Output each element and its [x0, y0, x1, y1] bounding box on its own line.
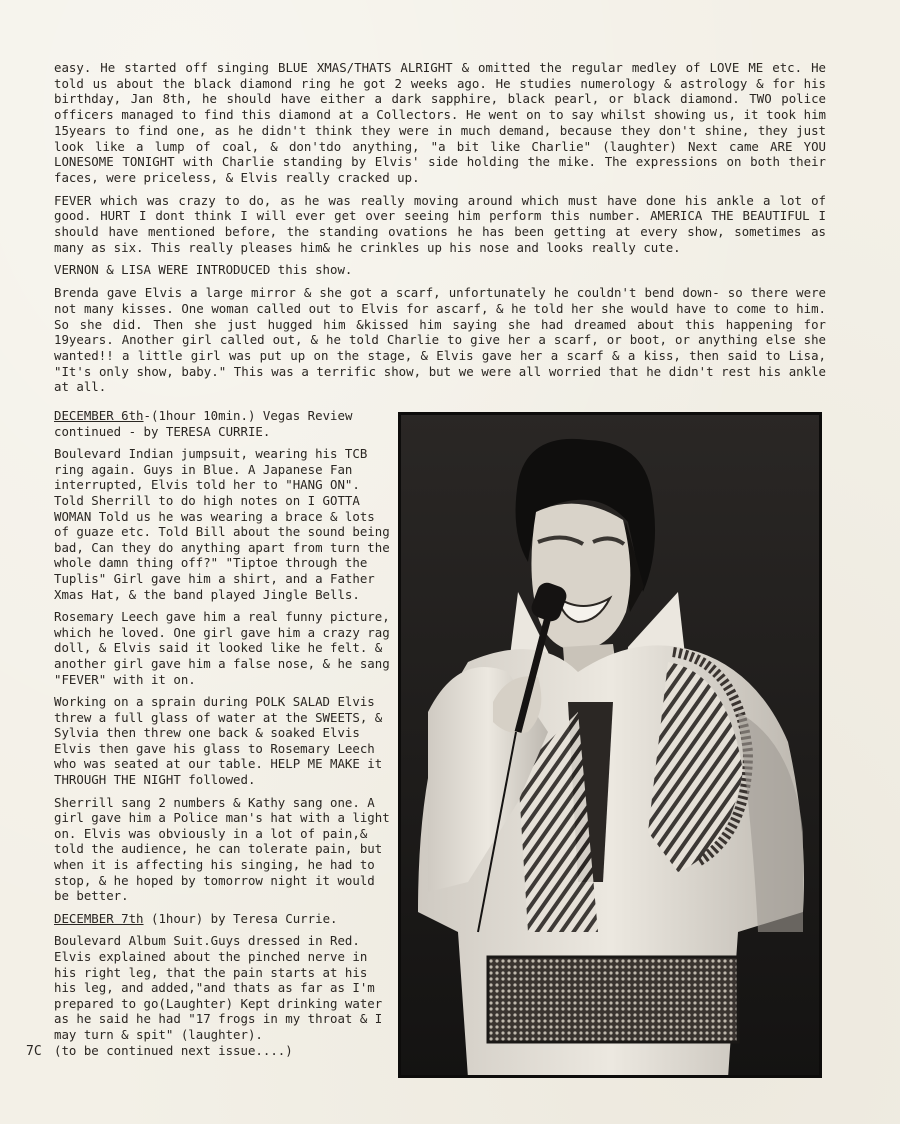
paragraph: FEVER which was crazy to do, as he was really moving around which must have done his ankle a lot of good. HURT I dont think I will ever get over seeing him perform this number. AMERICA THE BEAUTIFUL I should have mentioned before, the standing ovations he has been getting at every show, sometimes as many as six. This really pleases him& he crinkles up his nose and looks really cute. [54, 192, 826, 255]
dec6-heading-line [54, 408, 396, 439]
elvis-performance-photo [398, 412, 822, 1078]
dec7-heading: DECEMBER 7th [54, 910, 144, 926]
paragraph: Rosemary Leech gave him a real funny picture, which he loved. One girl gave him a crazy rag doll, & Elvis said it looked like he felt. & another girl gave him a false nose, & he sang "FEVER" with it on. [54, 609, 390, 687]
paragraph: Boulevard Album Suit.Guys dressed in Red. Elvis explained about the pinched nerve in his right leg, that the pain starts at his his leg, and added,"and thats as far as I'm prepared to go(Laughter) Kept drinking water as he said he had "17 frogs in my throat & I may turn & spit" (laughter). [54, 933, 383, 1042]
page-number: 7C [26, 1044, 42, 1059]
dec7-heading-line [54, 911, 396, 927]
paragraph: Sherrill sang 2 numbers & Kathy sang one. A girl gave him a Police man's hat with a light on. Elvis was obviously in a lot of pain,& told the audience, he can tolerate pain, but when it is affecting his singing, he had to stop, & he hoped by tomorrow night it would be better. [54, 794, 390, 904]
article-top-text [54, 60, 826, 402]
continued-note: (to be continued next issue....) [54, 1042, 293, 1058]
dec7-heading-rest: (1hour) by Teresa Currie. [143, 910, 338, 926]
dec6-heading-rest: -(1hour 10min.) Vegas Review continued - by TERESA CURRIE. [54, 408, 353, 439]
paragraph: easy. He started off singing BLUE XMAS/THATS ALRIGHT & omitted the regular medley of LOVE ME etc. He told us about the black diamond ring he got 2 weeks ago. He studies numerology & astrology & for his birthday, Jan 8th, he should have either a dark sapphire, black pearl, or black diamond. TWO police officers managed to find this diamond at a Collectors. He went on to say whilst showing us, it took him 15years to find one, as he didn't think they were in much demand, because they don't shine, they just look like a lump of coal, & don'tdo anything, "a bit like Charlie" (laughter) Next came ARE YOU LONESOME TONIGHT with Charlie standing by Elvis' side holding the mike. The expressions on both their faces, were priceless, & Elvis really cracked up. [54, 60, 826, 185]
performer-photo-illustration [398, 412, 822, 1078]
dec6-heading: DECEMBER 6th [54, 408, 144, 423]
left-column [54, 408, 396, 1065]
paragraph: Boulevard Indian jumpsuit, wearing his TCB ring again. Guys in Blue. A Japanese Fan interrupted, Elvis told her to "HANG ON". Told Sherrill to do high notes on I GOTTA WOMAN Told us he was wearing a brace & lots of guaze etc. Told Bill about the sound being bad, Can they do anything apart from turn the whole damn thing off?" "Tiptoe through the Tuplis" Girl gave him a shirt, and a Father Xmas Hat, & the band played Jingle Bells. [54, 446, 390, 602]
paragraph: Working on a sprain during POLK SALAD Elvis threw a full glass of water at the SWEETS, & Sylvia then threw one back & soaked Elvis Elvis then gave his glass to Rosemary Leech who was seated at our table. HELP ME MAKE it THROUGH THE NIGHT followed. [54, 694, 383, 788]
paragraph: Brenda gave Elvis a large mirror & she got a scarf, unfortunately he couldn't bend down- so there were not many kisses. One woman called out to Elvis for ascarf, & he told her she would have to come to him. So she did. Then she just hugged him &kissed him saying she had dreamed about this happening for 19years. Another girl called out, & he told Charlie to give her a scarf, or boot, or anything else she wanted!! a little girl was put up on the stage, & Elvis gave her a scarf & a kiss, then said to Lisa, "It's only show, baby." This was a terrific show, but we were all worried that he didn't rest his ankle at all. [54, 285, 826, 395]
paragraph: VERNON & LISA WERE INTRODUCED this show. [54, 262, 353, 278]
